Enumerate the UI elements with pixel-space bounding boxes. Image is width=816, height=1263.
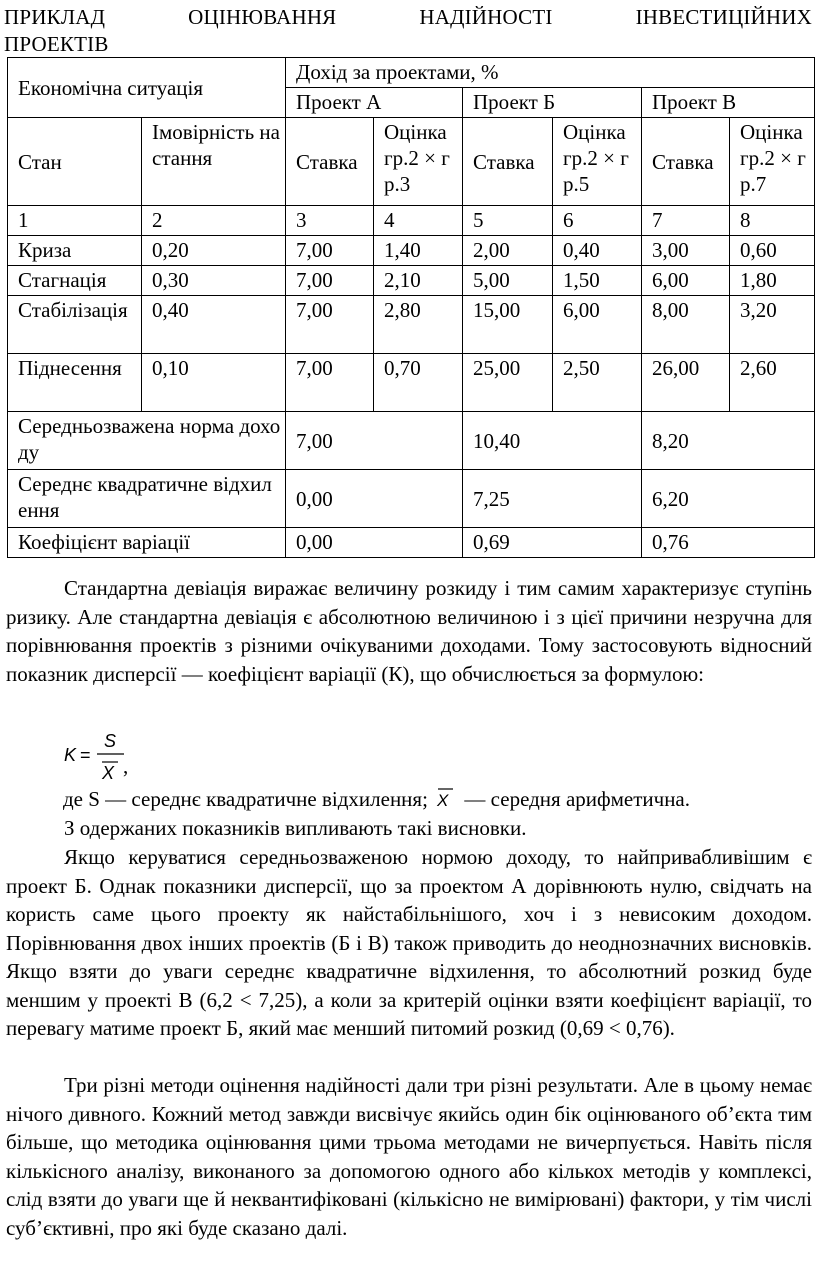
formula-k: K (64, 745, 77, 765)
cell-rate-b: 25,00 (463, 354, 553, 412)
summary-row (8, 412, 815, 470)
col-number: 1 (8, 206, 142, 236)
paragraph-4: Якщо керуватися середньозваженою нормою доходу, то найпривабливішим є проект Б. Однак показники дисперсії, що за проектом А дорівнюють нулю, свідчать на користь саме цього проекту як найстабільнішого, хоч і з невисоким доходом. Порівнювання двох інших проектів (Б і В) також приводить до неоднозначних висновків. Якщо взяти до уваги середнє квадратичне відхилення, то абсолютний розкид буде меншим у проекті В (6,2 < 7,25), а коли за критерій оцінки взяти коефіцієнт варіації, то перевагу матиме проект Б, який має менший питомий розкид (0,69 < 0,76). (6, 845, 812, 1040)
header-project-a: Проект А (286, 88, 463, 118)
summary-label: Коефіцієнт варіації (8, 528, 286, 558)
mean-symbol (433, 786, 459, 808)
header-estimate-b: Оцінка гр.2 × гр.5 (553, 118, 642, 206)
cell-estimate-b: 0,40 (553, 236, 642, 266)
formula-comma: , (123, 754, 129, 778)
cell-estimate-b: 6,00 (553, 296, 642, 354)
table-row (8, 296, 815, 354)
cell-estimate-a: 2,80 (374, 296, 463, 354)
formula-s: S (104, 731, 117, 751)
col-number: 4 (374, 206, 463, 236)
paragraph-5: Три різні методи оцінення надійності дали три різні результати. Але в цьому немає нічого дивного. Кожний метод завжди висвічує якийсь один бік оцінюваного об’єкта тим більше, що методика оцінювання цими трьома методами не вичерпується. Навіть після кількісного аналізу, виконаного за допомогою одного або кількох методів у комплексі, слід взяти до уваги ще й неквантифіковані (кількісно не вимірювані) фактори, у тім числі суб’єктивні, про які буде сказано далі. (6, 1073, 812, 1240)
header-rate-c: Ставка (642, 118, 730, 206)
header-project-c: Проект В (642, 88, 815, 118)
document-title (4, 4, 812, 58)
cell-rate-b: 2,00 (463, 236, 553, 266)
cell-estimate-c: 1,80 (730, 266, 815, 296)
column-number-row (8, 206, 815, 236)
header-income: Дохід за проектами, % (286, 58, 815, 88)
cell-estimate-a: 0,70 (374, 354, 463, 412)
cell-estimate-b: 1,50 (553, 266, 642, 296)
title-word: ОЦІНЮВАННЯ (188, 5, 337, 29)
summary-value-b: 10,40 (463, 412, 642, 470)
cell-estimate-c: 0,60 (730, 236, 815, 266)
cell-state: Піднесення (8, 354, 142, 412)
summary-value-a: 7,00 (286, 412, 463, 470)
title-word: ПРИКЛАД (4, 5, 106, 29)
cell-state: Криза (8, 236, 142, 266)
formula-equals: = (80, 745, 91, 765)
summary-label: Середньозважена норма доходу (8, 412, 286, 470)
header-estimate-a: Оцінка гр.2 × гр.3 (374, 118, 463, 206)
summary-row (8, 470, 815, 528)
cell-rate-a: 7,00 (286, 354, 374, 412)
cell-estimate-a: 1,40 (374, 236, 463, 266)
summary-value-c: 6,20 (642, 470, 815, 528)
title-word: НАДІЙНОСТІ (419, 5, 553, 29)
paragraph-2 (63, 785, 812, 814)
cell-probability: 0,30 (142, 266, 286, 296)
cell-rate-a: 7,00 (286, 266, 374, 296)
col-number: 6 (553, 206, 642, 236)
cell-rate-c: 26,00 (642, 354, 730, 412)
definition-x: — середня арифметична. (464, 787, 691, 811)
cell-rate-c: 8,00 (642, 296, 730, 354)
summary-value-b: 0,69 (463, 528, 642, 558)
col-number: 7 (642, 206, 730, 236)
cell-estimate-b: 2,50 (553, 354, 642, 412)
cell-rate-a: 7,00 (286, 296, 374, 354)
header-economic-situation: Економічна ситуація (8, 58, 286, 118)
definition-s: де S — середнє квадратичне відхилення; (63, 787, 428, 811)
cell-rate-b: 5,00 (463, 266, 553, 296)
table-row (8, 236, 815, 266)
mean-x: X (437, 791, 449, 808)
summary-value-c: 8,20 (642, 412, 815, 470)
col-number: 2 (142, 206, 286, 236)
cell-estimate-a: 2,10 (374, 266, 463, 296)
variation-formula (60, 727, 180, 785)
summary-row (8, 528, 815, 558)
header-estimate-c: Оцінка гр.2 × гр.7 (730, 118, 815, 206)
title-line-1 (4, 4, 812, 31)
summary-value-b: 7,25 (463, 470, 642, 528)
cell-rate-b: 15,00 (463, 296, 553, 354)
summary-value-c: 0,76 (642, 528, 815, 558)
title-line-2: ПРОЕКТІВ (4, 32, 109, 56)
summary-value-a: 0,00 (286, 470, 463, 528)
reliability-table (7, 57, 815, 558)
summary-value-a: 0,00 (286, 528, 463, 558)
table-row (8, 354, 815, 412)
cell-estimate-c: 2,60 (730, 354, 815, 412)
cell-state: Стагнація (8, 266, 142, 296)
header-rate-a: Ставка (286, 118, 374, 206)
col-number: 8 (730, 206, 815, 236)
cell-state: Стабілізація (8, 296, 142, 354)
title-word: ІНВЕСТИЦІЙНИХ (635, 5, 812, 29)
table-row (8, 266, 815, 296)
cell-probability: 0,10 (142, 354, 286, 412)
cell-rate-a: 7,00 (286, 236, 374, 266)
header-probability: Імовірність настання (142, 118, 286, 206)
header-state: Стан (8, 118, 142, 206)
col-number: 3 (286, 206, 374, 236)
cell-probability: 0,20 (142, 236, 286, 266)
formula-x: X (102, 763, 115, 783)
summary-label: Середнє квадратичне відхилення (8, 470, 286, 528)
header-project-b: Проект Б (463, 88, 642, 118)
paragraph-1: Стандартна девіація виражає величину розкиду і тим самим характеризує ступінь ризику. Але стандартна девіація є абсолютною величиною і з цієї причини незручна для порівнювання проектів з різними очікуваними доходами. Тому застосовують відносний показник дисперсії — коефіцієнт варіації (К), що обчислюється за формулою: (6, 576, 812, 686)
cell-estimate-c: 3,20 (730, 296, 815, 354)
cell-rate-c: 6,00 (642, 266, 730, 296)
col-number: 5 (463, 206, 553, 236)
cell-rate-c: 3,00 (642, 236, 730, 266)
paragraph-3: З одержаних показників випливають такі висновки. (64, 816, 527, 840)
header-rate-b: Ставка (463, 118, 553, 206)
cell-probability: 0,40 (142, 296, 286, 354)
